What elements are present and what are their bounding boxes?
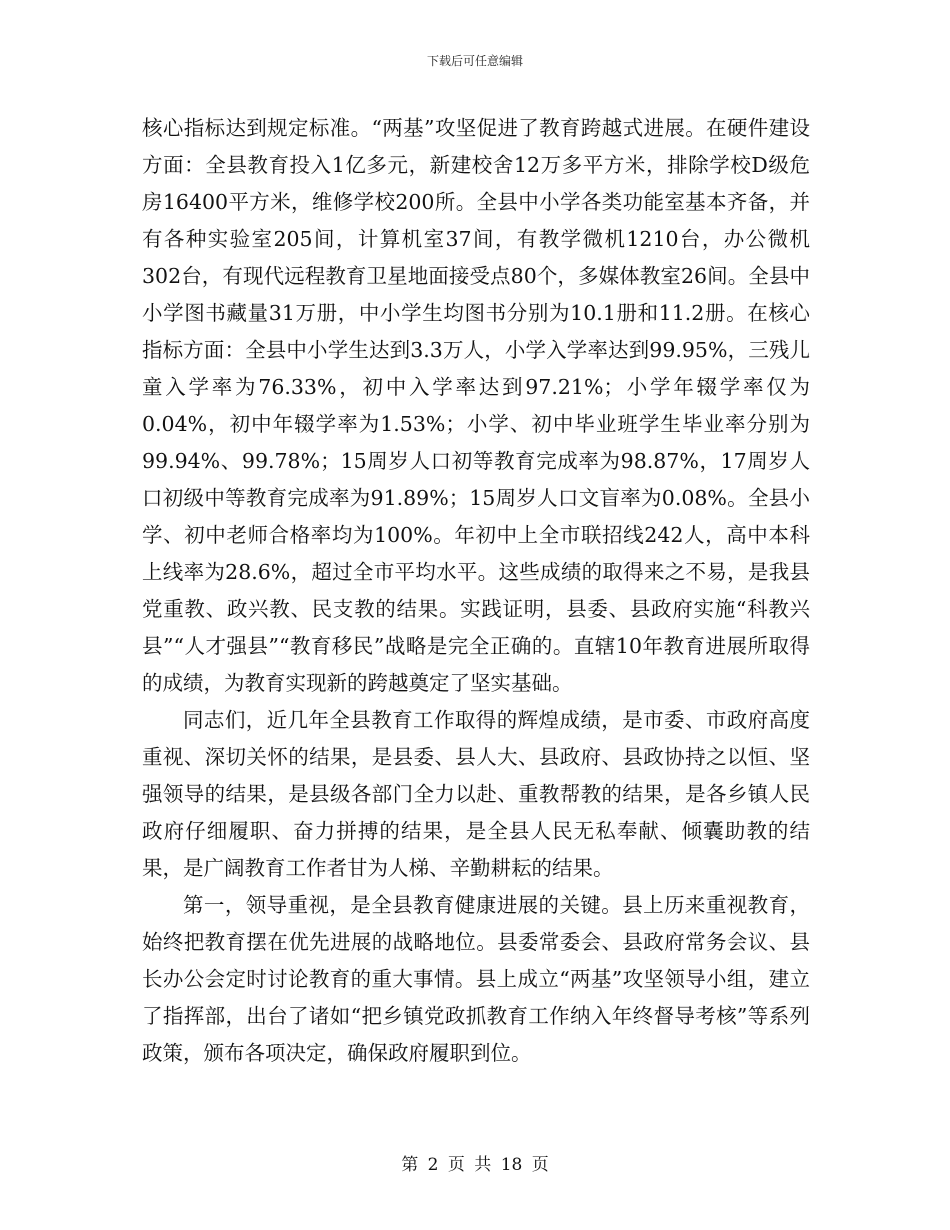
- page-header: 下载后可任意编辑: [426, 54, 523, 68]
- paragraph-leadership: 第一，领导重视，是全县教育健康进展的关键。县上历来重视教育，始终把教育摆在优先进展的战略地位。县委常委会、县政府常务会议、县长办公会定时讨论教育的重大事情。县上成立“两基”攻坚领导小组，建立了指挥部，出台了诸如“把乡镇党政抓教育工作纳入年终督导考核”等系列政策，颁布各项决定，确保政府履职到位。: [142, 893, 810, 1065]
- page-number-footer: 第 2 页 共 18 页: [401, 1155, 549, 1175]
- document-body: [142, 110, 810, 1072]
- paragraph-achievements: 核心指标达到规定标准。“两基”攻坚促进了教育跨越式进展。在硬件建设方面：全县教育投入1亿多元，新建校舍12万多平方米，排除学校D级危房16400平方米，维修学校200所。全县中小学各类功能室基本齐备，并有各种实验室205间，计算机室37间，有教学微机1210台，办公微机302台，有现代远程教育卫星地面接受点80个，多媒体教室26间。全县中小学图书藏量31万册，中小学生均图书分别为10.1册和11.2册。在核心指标方面：全县中小学生达到3.3万人，小学入学率达到99.95%，三残儿童入学率为76.33%，初中入学率达到97.21%；小学年辍学率仅为0.04%，初中年辍学率为1.53%；小学、初中毕业班学生毕业率分别为99.94%、99.78%；15周岁人口初等教育完成率为98.87%，17周岁人口初级中等教育完成率为91.89%；15周岁人口文盲率为0.08%。全县小学、初中老师合格率均为100%。年初中上全市联招线242人，高中本科上线率为28.6%，超过全市平均水平。这些成绩的取得来之不易，是我县党重教、政兴教、民支教的结果。实践证明，县委、县政府实施“科教兴县”“人才强县”“教育移民”战略是完全正确的。直辖10年教育进展所取得的成绩，为教育实现新的跨越奠定了坚实基础。: [142, 116, 810, 695]
- paragraph-acknowledgements: 同志们，近几年全县教育工作取得的辉煌成绩，是市委、市政府高度重视、深切关怀的结果，是县委、县人大、县政府、县政协持之以恒、坚强领导的结果，是县级各部门全力以赴、重教帮教的结果，是各乡镇人民政府仔细履职、奋力拼搏的结果，是全县人民无私奉献、倾囊助教的结果，是广阔教育工作者甘为人梯、辛勤耕耘的结果。: [142, 708, 810, 880]
